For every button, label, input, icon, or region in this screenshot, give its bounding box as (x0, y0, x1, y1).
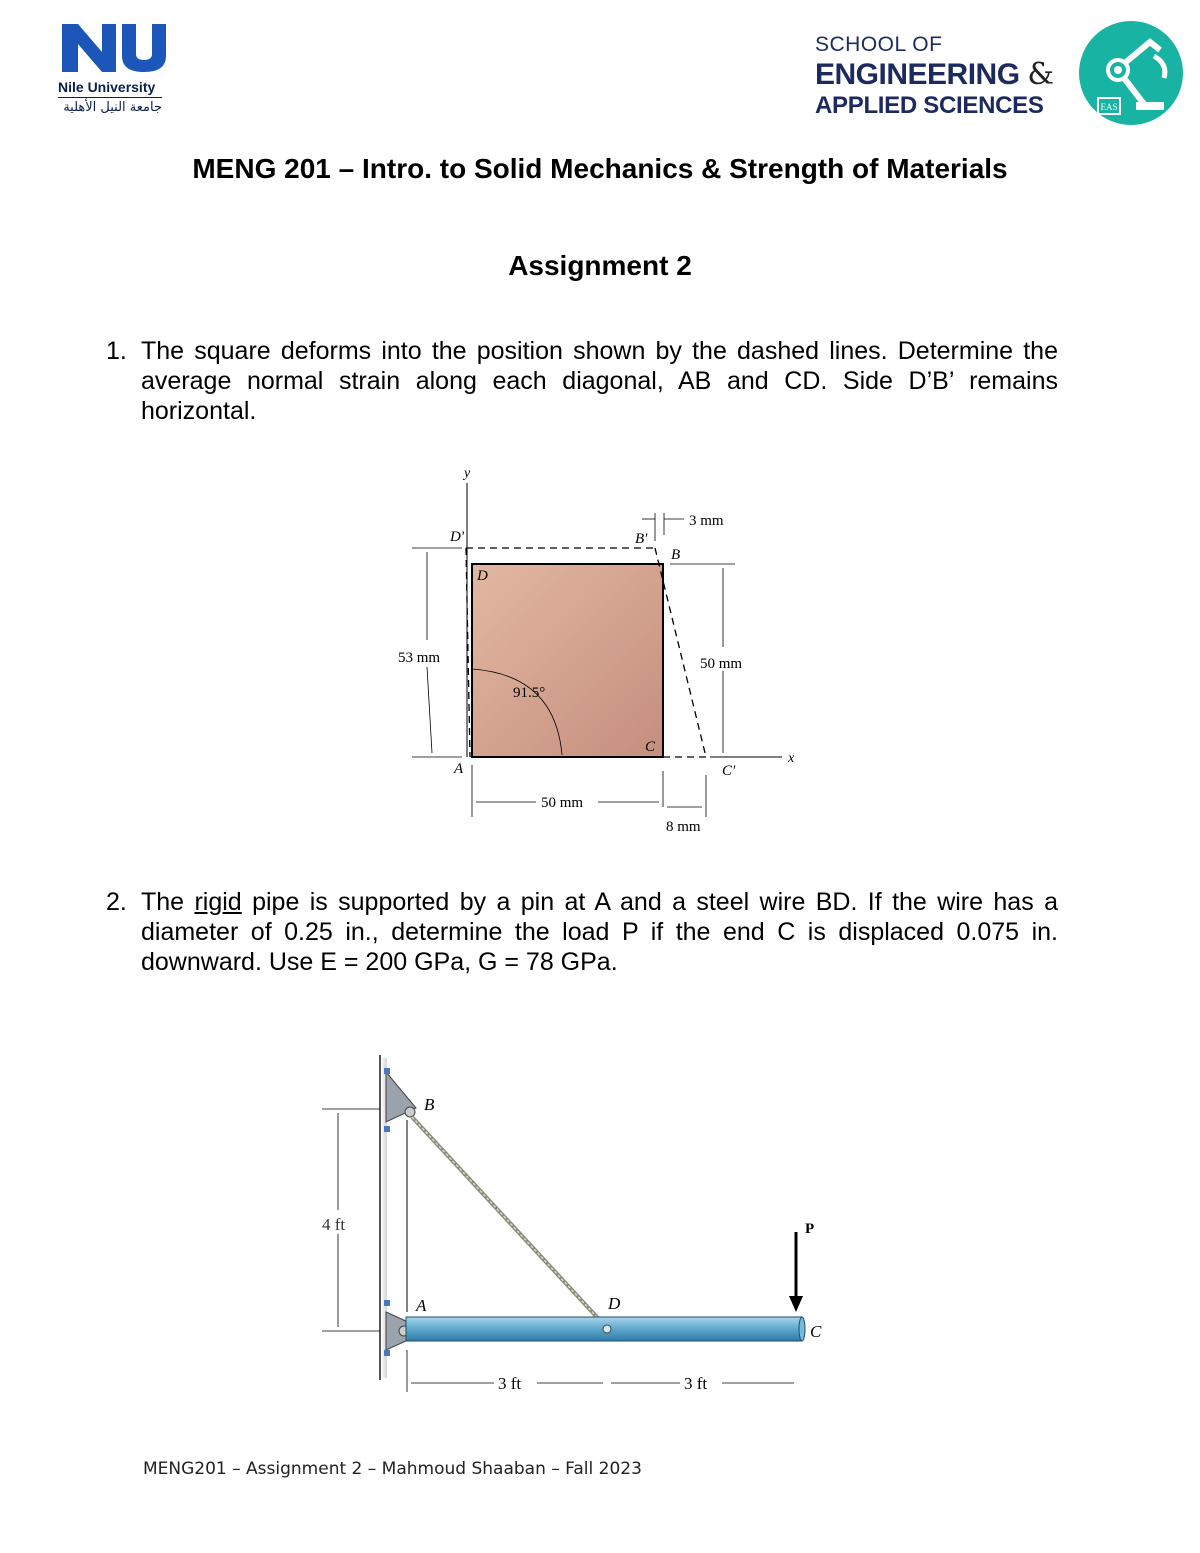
arrowhead-down-icon (789, 1296, 803, 1312)
eas-logo (1078, 20, 1184, 126)
nile-university-logo (58, 22, 178, 122)
logo-divider (58, 97, 162, 98)
school-engineering: ENGINEERING (815, 58, 1020, 91)
dim-50mm-bottom: 50 mm (541, 795, 584, 811)
original-square (472, 564, 663, 757)
assignment-title: Assignment 2 (508, 250, 692, 281)
question-1-number: 1. (106, 337, 127, 365)
university-name: Nile University (58, 79, 156, 95)
question-2-number: 2. (106, 888, 127, 916)
q2-text-underlined: rigid (194, 888, 242, 916)
question-2-text (141, 887, 1058, 977)
dim-3ft-left: 3 ft (498, 1374, 522, 1393)
deformed-square-figure (380, 455, 820, 845)
school-line-1: SCHOOL OF (815, 33, 943, 56)
label-c: C (645, 739, 656, 755)
wire-bd (412, 1117, 607, 1328)
school-line-2 (815, 57, 1054, 92)
dim-50mm-right: 50 mm (700, 656, 743, 672)
label-d: D (477, 568, 488, 584)
page-footer: MENG201 – Assignment 2 – Mahmoud Shaaban – Fall 2023 (143, 1459, 642, 1479)
label-c: C (810, 1322, 822, 1341)
label-d: D (608, 1294, 621, 1313)
label-d-prime: D' (450, 529, 465, 545)
dim-4ft: 4 ft (322, 1215, 346, 1234)
label-b: B (671, 547, 681, 563)
label-b-prime: B' (635, 531, 648, 547)
label-p: P (805, 1221, 815, 1237)
school-name (815, 34, 1054, 118)
q2-text-after: pipe is supported by a pin at A and a steel wire BD. If the wire has a diameter of 0.25 in., determine the load P if the end C is displaced 0.075 in. downward. Use E = 200 GPa, G = 78 GPa. (141, 888, 1058, 976)
university-name-arabic: جامعة النيل الأهلية (63, 100, 162, 115)
pipe-wire-figure (300, 1050, 860, 1410)
pin-b-icon (405, 1107, 415, 1117)
x-axis-label: x (788, 751, 795, 766)
dim-3mm: 3 mm (689, 513, 724, 529)
dim-8mm: 8 mm (666, 819, 701, 835)
question-1-text: The square deforms into the position shown by the dashed lines. Determine the average normal strain along each diagonal, AB and CD. Side D’B’ remains horizontal. (141, 337, 1058, 425)
dim-53mm: 53 mm (398, 650, 441, 666)
robot-arm-icon (1078, 20, 1184, 126)
pin-d-icon (603, 1325, 611, 1333)
dim-3ft-right: 3 ft (684, 1374, 708, 1393)
angle-label: 91.5° (513, 685, 546, 701)
school-ampersand: & (1027, 57, 1054, 92)
label-c-prime: C' (722, 763, 736, 779)
y-axis-label: y (464, 466, 471, 481)
course-title: MENG 201 – Intro. to Solid Mechanics & Strength of Materials (192, 153, 1008, 184)
eas-badge-text: EAS (1100, 102, 1118, 112)
label-a: A (416, 1296, 427, 1315)
school-line-3: APPLIED SCIENCES (815, 92, 1044, 119)
label-a: A (454, 761, 464, 777)
q2-text-before: The (141, 888, 195, 916)
label-b: B (424, 1095, 435, 1114)
nu-mark-icon (58, 22, 168, 74)
